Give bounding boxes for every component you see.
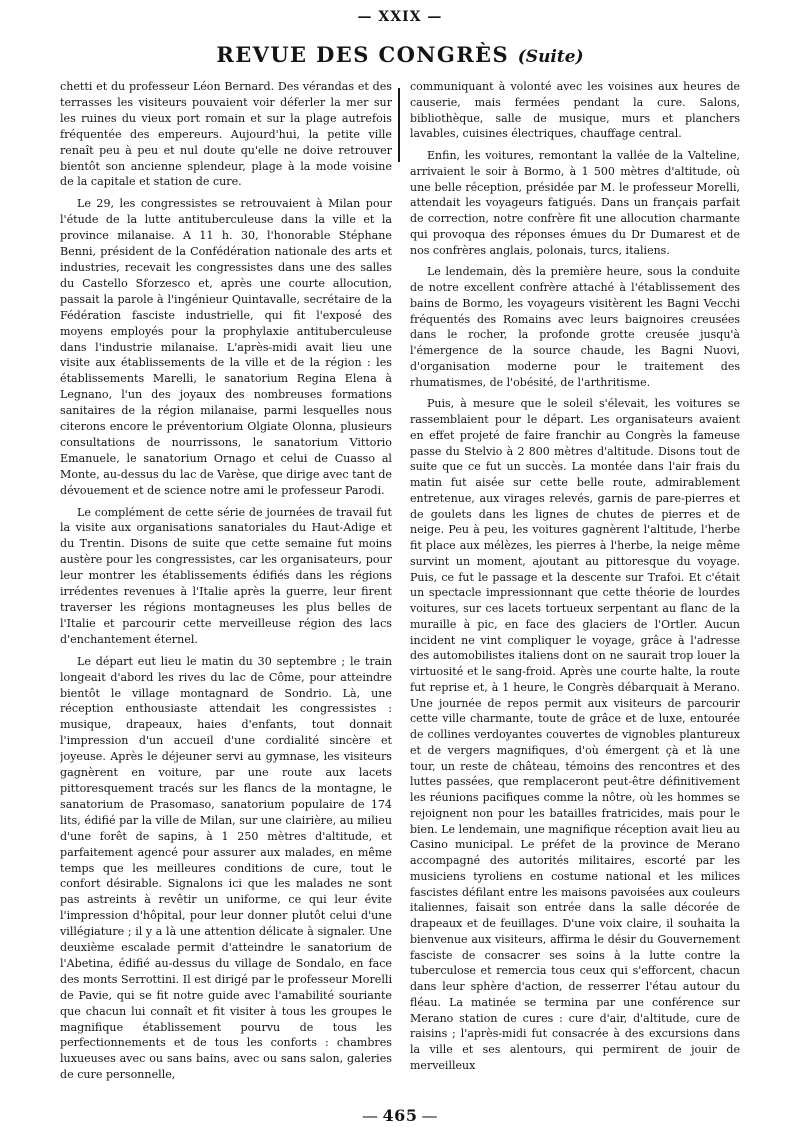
paragraph: Le lendemain, dès la première heure, sous la conduite de notre excellent confrère attaché à l'établissement des bains de Bormo, les voyageurs visitèrent les Bagni Vecchi fréquentés des Romains avec leurs baignoires creusées dans le rocher, la profonde grotte creusée jusqu'à l'émergence de la source chaude, les Bagni Nuovi, d'organisation moderne pour le traitement des rhumatismes, de l'obésité, de l'arthritisme.	[410, 265, 740, 389]
paragraph: Enfin, les voitures, remontant la vallée de la Valteline, arrivaient le soir à Bormo, à 1 500 mètres d'altitude, où une belle réception, présidée par M. le professeur Morelli, attendait les voyageurs fatigués. Dans un français parfait de correction, notre confrère fit une allocution charmante qui provoqua des réponses émues du Dr Dumarest et de nos confrères anglais, polonais, turcs, italiens.	[410, 149, 740, 257]
right-column	[410, 79, 740, 1089]
paragraph: Puis, à mesure que le soleil s'élevait, les voitures se rassemblaient pour le départ. Les organisateurs avaient en effet projeté de faire franchir au Congrès la fameuse passe du Stelvio à 2 800 mètres d'altitude. Disons tout de suite que ce fut un succès. La montée dans l'air frais du matin fut aisée sur cette belle route, admirablement entretenue, aux virages relevés, garnis de pare-pierres et de goulets dans les lignes de chutes de pierres et de neige. Peu à peu, les voitures gagnèrent l'altitude, l'herbe fit place aux mélèzes, les pierres à l'herbe, la neige même survint un moment, ajoutant au pittoresque du voyage. Puis, ce fut le passage et la descente sur Trafoi. Et c'était un spectacle impressionnant que cette théorie de lourdes voitures, sur ces lacets tortueux serpentant au flanc de la muraille à pic, en face des glaciers de l'Ortler. Aucun incident ne vint compliquer le voyage, grâce à l'adresse des automobilistes italiens dont on ne saurait trop louer la virtuosité et le sang-froid. Après une courte halte, la route fut reprise et, à 1 heure, le Congrès débarquait à Merano. Une journée de repos permit aux visiteurs de parcourir cette ville charmante, toute de grâce et de luxe, entourée de collines verdoyantes couvertes de vignobles plantureux et de vergers magnifiques, d'où émergent çà et là une tour, un reste de château, témoins des rencontres et des luttes passées, que remplaceront peut-être définitivement les réunions pacifiques comme la nôtre, où les hommes se rejoignent non pour les batailles fratricides, mais pour le bien. Le lendemain, une magnifique réception avait lieu au Casino municipal. Le préfet de la province de Merano accompagné des autorités militaires, escorté par les musiciens tyroliens en costume national et les milices fascistes défilant entre les maisons pavoisées aux couleurs italiennes, faisait son entrée dans la salle décorée de drapeaux et de feuillages. D'une voix claire, il souhaita la bienvenue aux visiteurs, affirma le désir du Gouvernement fasciste de consacrer ses soins à la lutte contre la tuberculose et remercia tous ceux qui s'efforcent, chacun dans leur sphère d'action, de resserrer l'étau autour du fléau. La matinée se termina par une conférence sur Merano station de cures : cure d'air, d'altitude, cure de raisins ; l'après-midi fut consacrée à des excursions dans la ville et ses alentours, qui permirent de jouir de merveilleux	[410, 397, 740, 1072]
paragraph: chetti et du professeur Léon Bernard. Des vérandas et des terrasses les visiteurs pouvaient voir déferler la mer sur les ruines du vieux port romain et sur la plage autrefois fréquentée des empereurs. Aujourd'hui, la petite ville renaît peu à peu et nul doute qu'elle ne doive retrouver bientôt son ancienne splendeur, plage à la mode voisine de la capitale et station de cure.	[60, 80, 392, 189]
column-margin-mark	[398, 88, 400, 162]
paragraph: Le départ eut lieu le matin du 30 septembre ; le train longeait d'abord les rives du lac de Côme, pour atteindre bientôt le village montagnard de Sondrio. Là, une réception enthousiaste attendait les congressistes : musique, drapeaux, haies d'enfants, tout donnait l'impression d'un accueil d'une cordialité sincère et joyeuse. Après le déjeuner servi au gymnase, les visiteurs gagnèrent en voiture, par une route aux lacets pittoresquement tracés sur les flancs de la montagne, le sanatorium de Prasomaso, sanatorium populaire de 174 lits, édifié par la ville de Milan, sur une clairière, au milieu d'une forêt de sapins, à 1 250 mètres d'altitude, et parfaitement agencé pour assurer aux malades, en même temps que les meilleures conditions de cure, tout le confort désirable. Signalons ici que les malades ne sont pas astreints à revêtir un uniforme, ce qui leur évite l'impression d'hôpital, pour leur donner plutôt celui d'une villégiature ; il y a là une attention délicate à signaler. Une deuxième escalade permit d'atteindre le sanatorium de l'Abetina, édifié au-dessus du village de Sondalo, en face des monts Serrottini. Il est dirigé par le professeur Morelli de Pavie, qui se fit notre guide avec l'amabilité souriante que chacun lui connaît et fit visiter à tous les groupes le magnifique établissement pourvu de tous les perfectionnements et de tous les conforts : chambres luxueuses avec ou sans bains, avec ou sans salon, galeries de cure personnelle,	[60, 654, 392, 1082]
paragraph: Le 29, les congressistes se retrouvaient à Milan pour l'étude de la lutte antituberculeuse dans la ville et la province milanaise. A 11 h. 30, l'honorable Stéphane Benni, président de la Confédération nationale des arts et industries, recevait les congressistes dans une des salles du Castello Sforzesco et, après une courte allocution, passait la parole à l'ingénieur Quintavalle, secrétaire de la Fédération fasciste industrielle, qui fit l'exposé des moyens employés pour la prophylaxie antituberculeuse dans l'industrie milanaise. L'après-midi avait lieu une visite aux établissements de la ville et de la région : les établissements Marelli, le sanatorium Regina Elena à Legnano, l'un des joyaux des nombreuses formations sanitaires de la région milanaise, parmi lesquelles nous citerons encore le préventorium Olgiate Olonna, plusieurs consultations de nourrissons, le sanatorium Vittorio Emanuele, le sanatorium Ornago et celui de Cuasso al Monte, au-dessus du lac de Varèse, que dirige avec tant de dévouement et de science notre ami le professeur Parodi.	[60, 197, 392, 497]
paragraph: communiquant à volonté avec les voisines aux heures de causerie, mais fermées pendant la cure. Salons, bibliothèque, salle de musique, murs et planchers lavables, cuisines électriques, chauffage central.	[410, 80, 740, 141]
page-folio: — XXIX —	[357, 9, 443, 25]
left-column	[60, 79, 392, 1089]
page-number: — 465 —	[0, 1106, 800, 1125]
paragraph: Le complément de cette série de journées de travail fut la visite aux organisations sanatoriales du Haut-Adige et du Trentin. Disons de suite que cette semaine fut moins austère pour les congressistes, car les organisateurs, pour leur montrer les établissements édifiés dans les régions irrédentes revenues à l'Italie après la guerre, leur firent traverser les régions montagneuses les plus belles de l'Italie et parcourir cette merveilleuse région des lacs d'enchantement éternel.	[60, 505, 392, 646]
title-suffix: (Suite)	[517, 47, 584, 67]
title-main: REVUE DES CONGRÈS	[216, 42, 510, 67]
section-title	[0, 42, 800, 67]
